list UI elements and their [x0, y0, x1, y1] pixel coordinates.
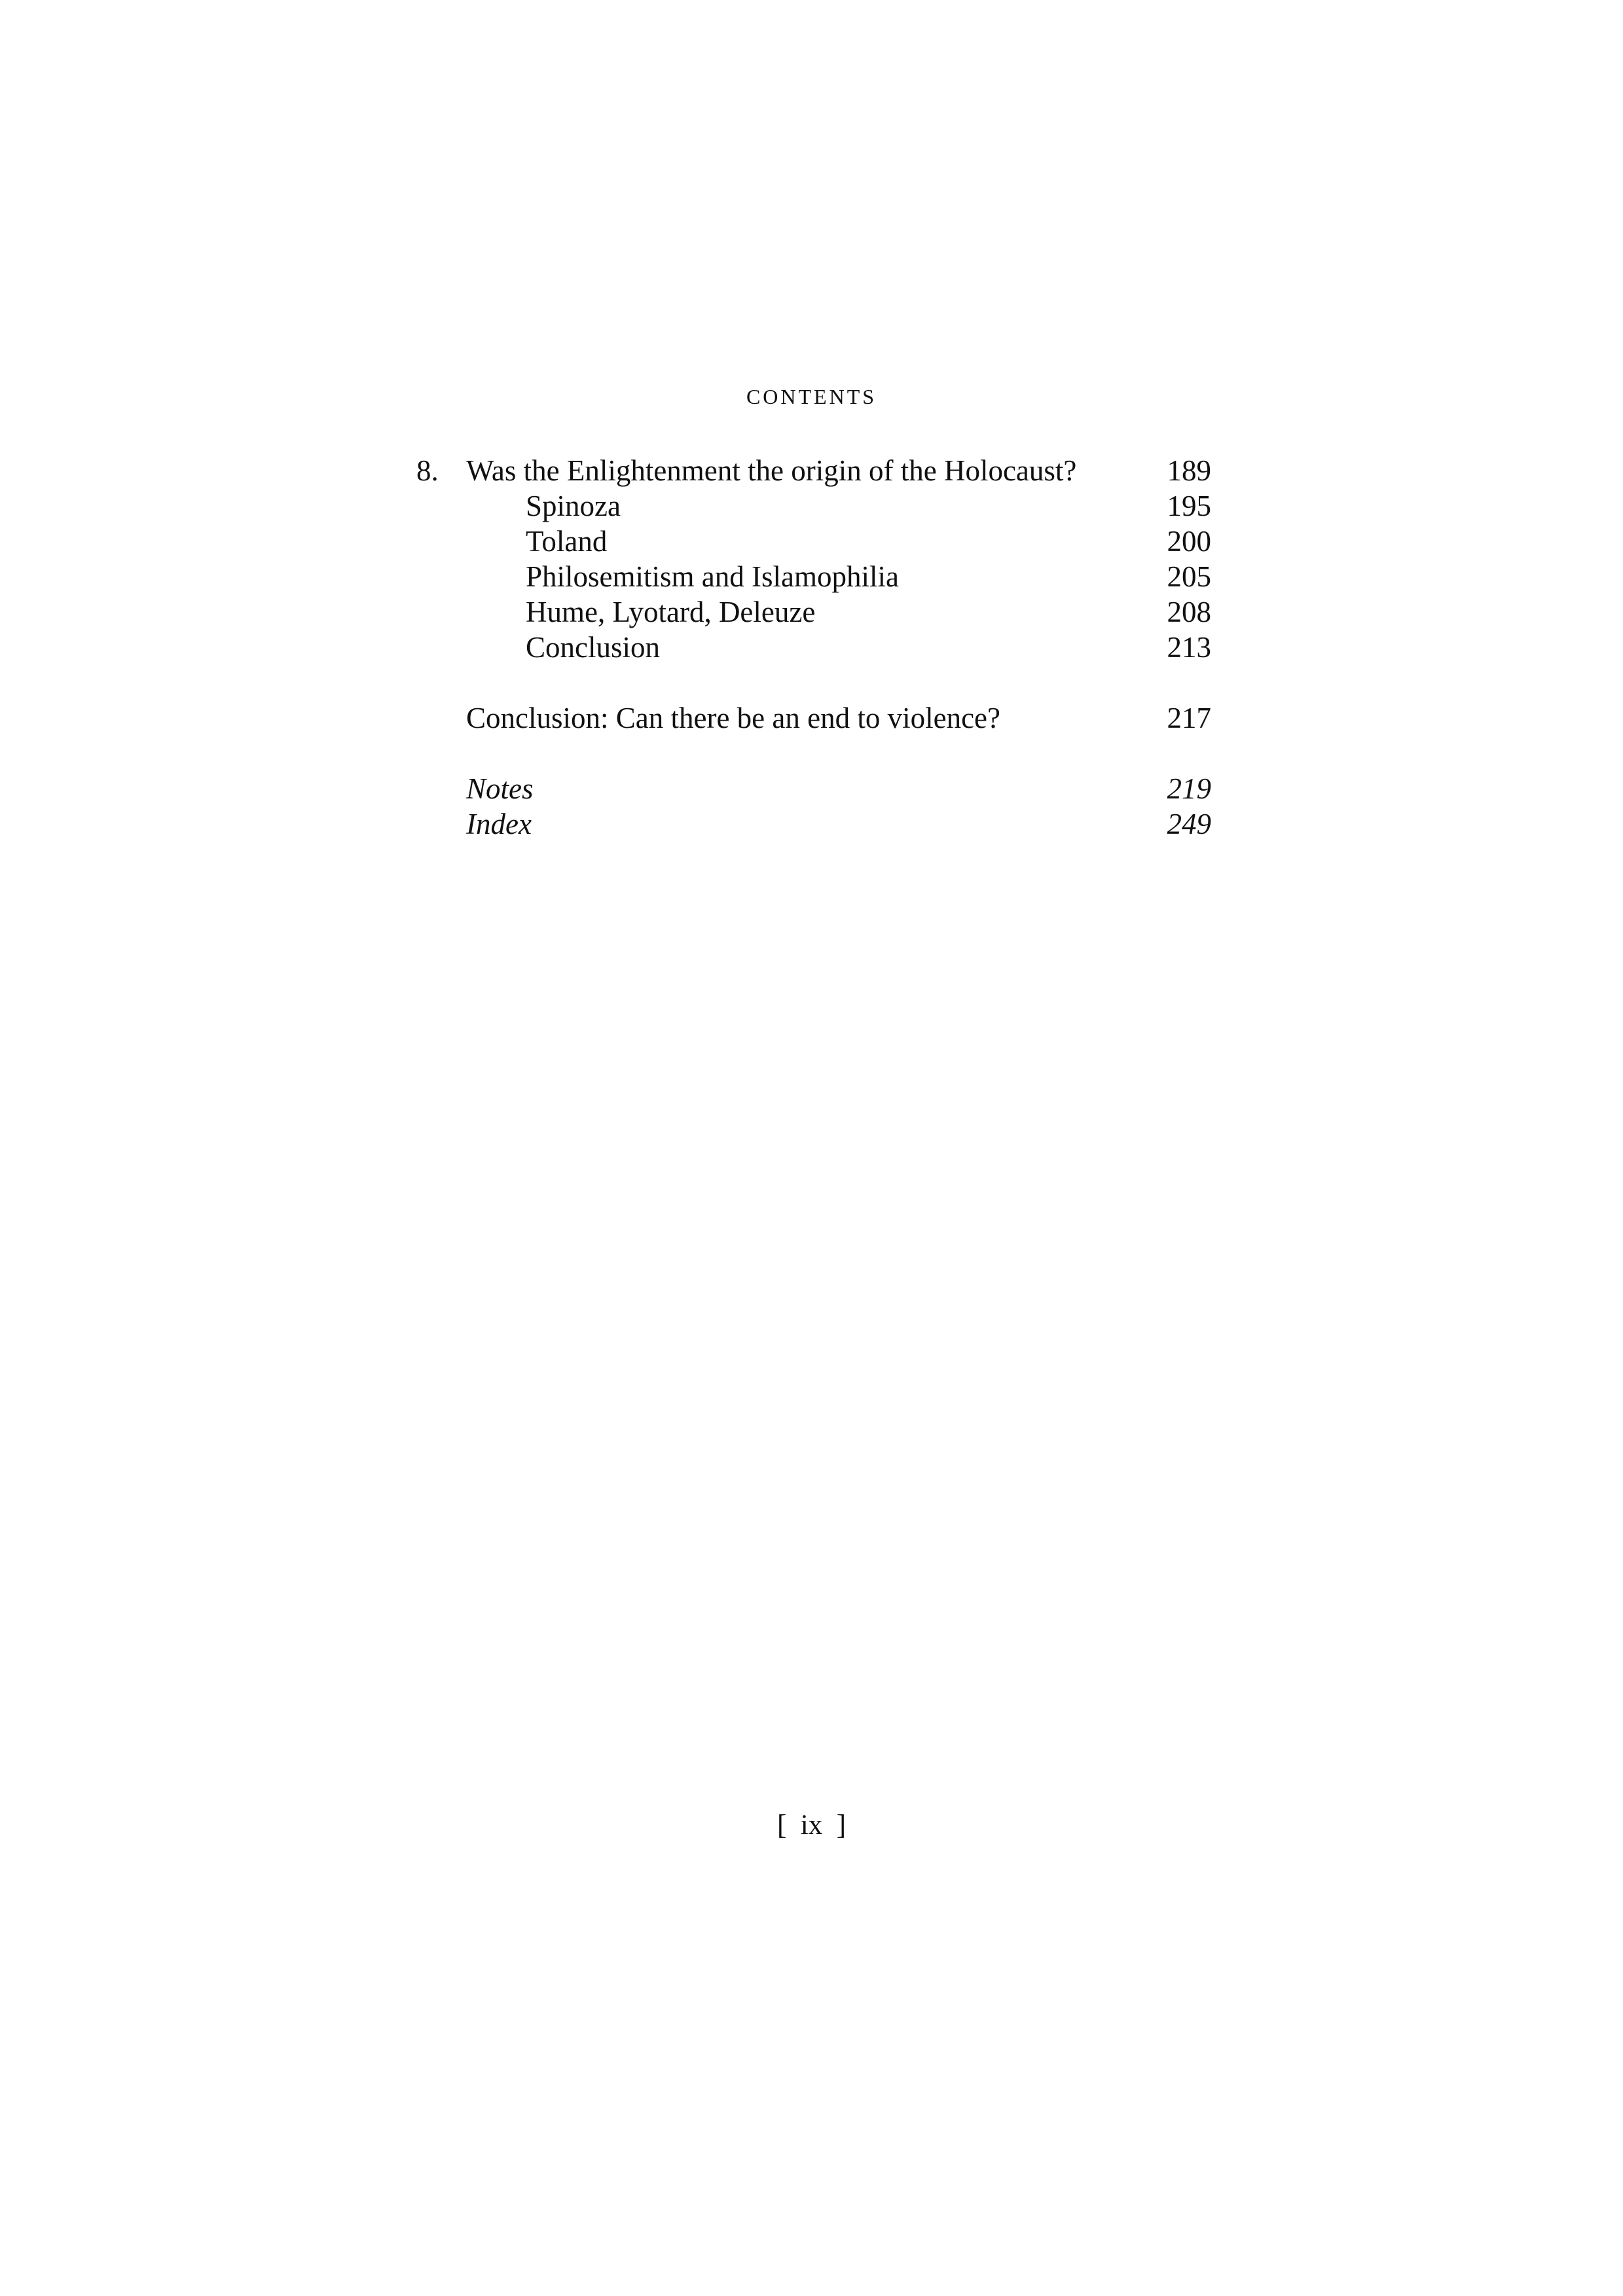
- toc-entry-section[interactable]: [0, 594, 1623, 630]
- page-number: 219: [1167, 772, 1211, 805]
- page-folio: [ ix ]: [776, 1810, 847, 1840]
- section-title: Conclusion: [526, 631, 661, 664]
- toc-entry-section[interactable]: [0, 524, 1623, 559]
- chapter-title: Was the Enlightenment the origin of the Holocaust?: [466, 454, 1077, 487]
- back-matter-title: Index: [466, 808, 532, 840]
- page-number: 249: [1167, 808, 1211, 840]
- toc-entry-section[interactable]: [0, 630, 1623, 665]
- page-number: 205: [1167, 560, 1211, 593]
- toc-entry-section[interactable]: [0, 488, 1623, 524]
- page-number: 208: [1167, 596, 1211, 628]
- back-matter-title: Notes: [466, 772, 534, 805]
- toc-entry-notes[interactable]: [0, 771, 1623, 806]
- toc-entry-conclusion[interactable]: [0, 700, 1623, 736]
- conclusion-title: Conclusion: Can there be an end to violence?: [466, 702, 1000, 734]
- section-title: Spinoza: [526, 490, 621, 522]
- page-number: 200: [1167, 525, 1211, 558]
- toc-entry-chapter-8[interactable]: [0, 453, 1623, 488]
- page-number: 213: [1167, 631, 1211, 664]
- page-number: 217: [1167, 702, 1211, 734]
- toc-entry-index[interactable]: [0, 806, 1623, 842]
- page-number: 195: [1167, 490, 1211, 522]
- chapter-number: 8.: [416, 454, 439, 487]
- page-number: 189: [1167, 454, 1211, 487]
- toc-entry-section[interactable]: [0, 559, 1623, 594]
- section-title: Philosemitism and Islamophilia: [526, 560, 899, 593]
- running-head: CONTENTS: [746, 385, 877, 408]
- section-title: Toland: [526, 525, 608, 558]
- section-title: Hume, Lyotard, Deleuze: [526, 596, 816, 628]
